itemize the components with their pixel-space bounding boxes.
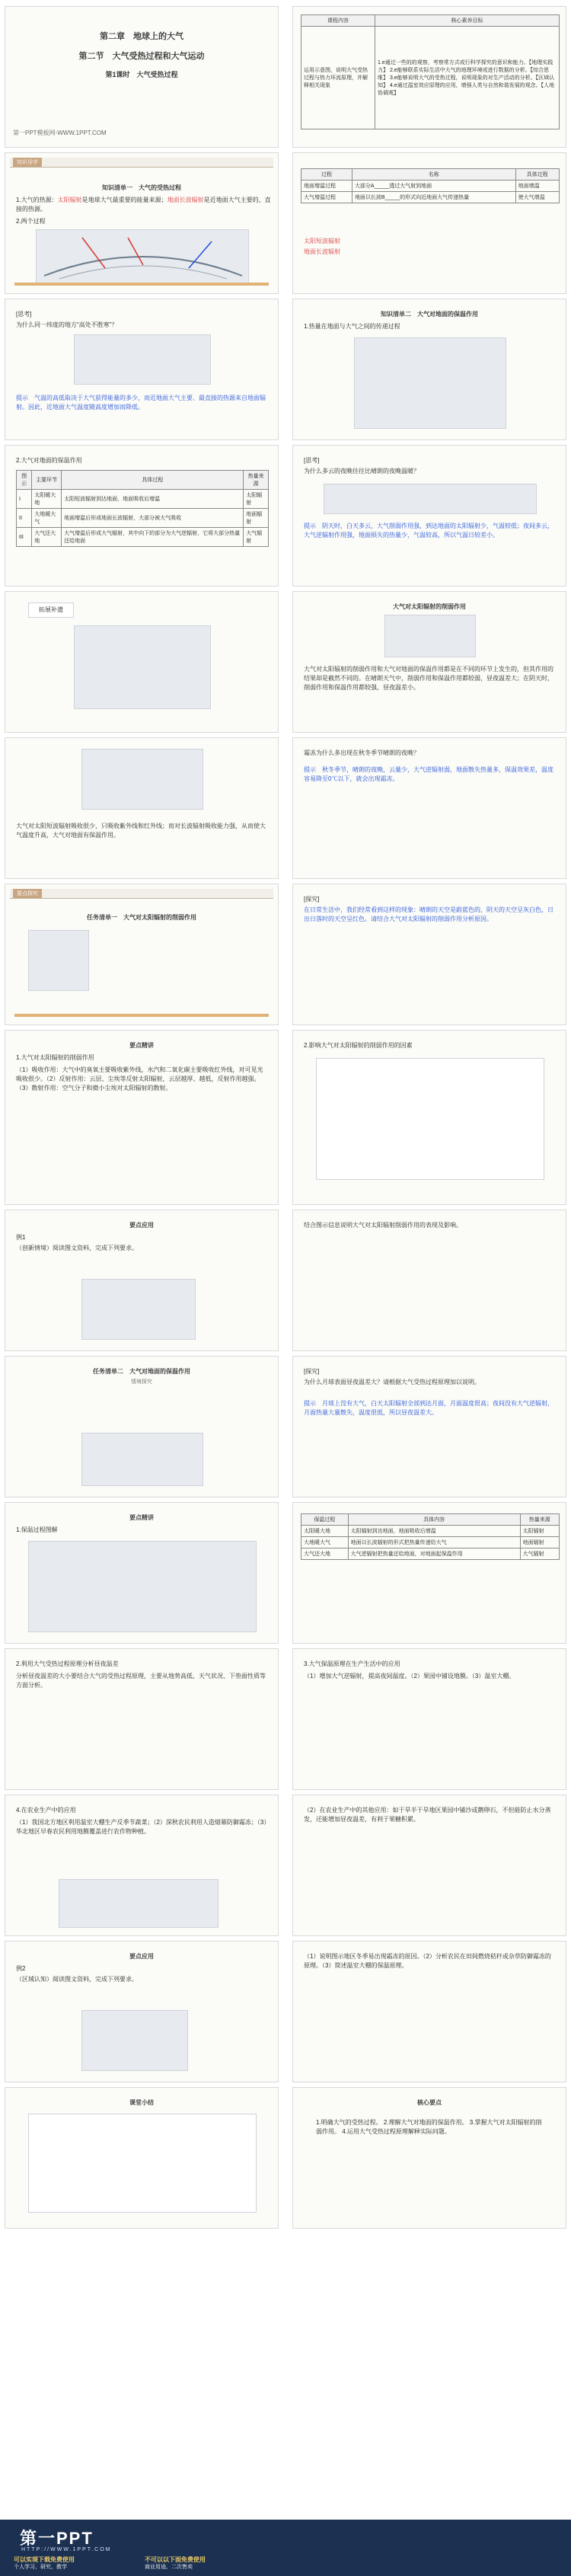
transfer-heading: 知识清单二 大气对地面的保温作用 — [381, 311, 478, 318]
slide-absorb — [5, 737, 279, 879]
task-figure — [28, 930, 89, 991]
table-row: III 大气还大地 大气增温后形成大气辐射，其中向下的部分为大气逆辐射，它将大部分热量还给地面 大气辐射 — [17, 528, 269, 547]
slide-extension — [5, 591, 279, 733]
slide-process-table — [292, 152, 566, 294]
slide-weaken-answer — [292, 1210, 566, 1351]
core-heading: 核心要点 — [417, 2099, 442, 2106]
slide-title — [5, 6, 279, 148]
table-row: 运用示意图，说明大气受热过程与热力环流原理，并解释相关现象 1.e通过一些的的观察，考察常方式或行科学探究的意识和能力。【地理实践力】 2.e能够联系实际生活中大气的地理环境或进行数据的分析。【综合思维】 3.e能够说明大气的受热过程，说明现象的对生产活动的分析。【区域认知】 4.e通过温室效应原理的应用，增强人类与自然和谐发展的观念。【人地协调观】 — [301, 27, 560, 129]
extension-figure — [74, 625, 211, 709]
footer-col-deny: 不可以以下面免费使用 商业用途、二次售卖 — [145, 2556, 206, 2570]
slide-heat-transfer — [292, 299, 566, 440]
slide-agri-2 — [292, 1795, 566, 1936]
agri-figure — [59, 1879, 219, 1928]
agri-item: 4.在农业生产中的应用 — [16, 1807, 76, 1814]
radiation-title: 大气对太阳辐射的削弱作用 — [393, 603, 466, 610]
factors-diagram — [316, 1058, 544, 1180]
keep-warm-item: 1.保温过程图解 — [16, 1526, 58, 1533]
warming-table — [16, 470, 269, 547]
slide-topbar — [10, 158, 273, 168]
section-tag: 知识导学 — [13, 158, 42, 167]
task2-heading: 任务清单二 大气对地面的保温作用 — [93, 1368, 190, 1375]
radiation-body: 大气对太阳辐射的削弱作用和大气对地面的保温作用都是在不同的环节上发生的，但其作用的结果却是截然不同的。在晴朗天气中，削弱作用和保温作用都较弱，昼夜温差大；在阴天时，削弱作用和保温作用都较强，昼夜温差小。 — [304, 666, 553, 691]
slide-goals — [292, 6, 566, 148]
absorb-text: 大气对太阳短波辐射吸收很少，只吸收紫外线和红外线；而对长波辐射吸收能力强，从而使大气温度升高，大气对地面有保温作用。 — [16, 823, 266, 839]
transfer-item: 1.热量在地面与大气之间的传递过程 — [304, 323, 400, 330]
section-title: 第二节 大气受热过程和大气运动 — [78, 52, 205, 61]
slide-bottombar — [14, 283, 269, 286]
section-tag: 要点探究 — [13, 889, 42, 898]
weaken-item: 1.大气对太阳辐射的削弱作用 — [16, 1054, 94, 1061]
table-header-row: 过程 名称 具体过程 — [301, 169, 560, 181]
slide-example-2 — [5, 1941, 279, 2082]
think-label: [思考] — [304, 457, 320, 464]
slide-topbar — [10, 889, 273, 899]
slide-factors — [292, 1030, 566, 1205]
table-row: 大气还大地 大气逆辐射把热量还给地面，对地面起保温作用 大气辐射 — [301, 1548, 560, 1560]
weaken-body: （1）吸收作用：大气中的臭氧主要吸收紫外线，水汽和二氧化碳主要吸收红外线，对可见光吸收很少。（2）反射作用：云层、尘埃等反射太阳辐射，云层越厚、越低，反射作用越强。（3）散射作用：空气分子和微小尘埃对太阳辐射的散射。 — [16, 1066, 263, 1091]
explore-body: 在日常生活中，我们经常看到这样的现象：晴朗的天空是蔚蓝色的，阴天的天空呈灰白色，日出日落时的天空呈红色。请结合大气对太阳辐射的削弱作用分析原因。 — [304, 906, 553, 922]
slide-keep-warm — [5, 1502, 279, 1644]
goals-table — [301, 14, 560, 129]
chapter-title: 第二章 地球上的大气 — [100, 32, 183, 41]
slide-diurnal — [5, 1648, 279, 1790]
table-row: I 太阳暖大地 太阳短波辐射到达地面，地面吸收后增温 太阳辐射 — [17, 490, 269, 509]
slide-knowledge-1 — [5, 152, 279, 294]
transfer-diagram — [354, 337, 506, 429]
summary-mindmap — [28, 2114, 257, 2213]
table-header-row: 课程内容 核心素养目标 — [301, 15, 560, 27]
application-body: （1）增加大气逆辐射，提高夜间温度。（2）果园中铺设地膜。（3）温室大棚。 — [304, 1673, 515, 1680]
example-heading: 要点应用 — [129, 1222, 154, 1229]
footer-banner — [0, 2520, 571, 2576]
extension-tag: 拓展补遗 — [28, 602, 74, 618]
slide-moon — [292, 1356, 566, 1497]
heat-source-text: 1.大气的热源：太阳辐射是地球大气最重要的能量来源；地面长波辐射是近地面大气主要的、直接的热源。 — [16, 197, 271, 213]
process-table — [301, 168, 560, 203]
example-body: （创新情境）阅读图文资料，完成下列要求。 — [16, 1245, 138, 1251]
atmosphere-diagram — [36, 229, 249, 284]
mountain-photo — [74, 334, 211, 385]
keep-warm-diagram — [28, 1541, 257, 1632]
slide-agri — [5, 1795, 279, 1936]
cloudy-chart — [324, 484, 537, 514]
fill-a: 太阳短波辐射 — [304, 238, 340, 244]
slide-task-1 — [5, 884, 279, 1025]
frost-question: 霜冻为什么多出现在秋冬季节晴朗的夜晚？ — [304, 749, 419, 756]
car-figure — [81, 1279, 196, 1340]
lesson-title: 第1课时 大气受热过程 — [105, 71, 178, 78]
knowledge-heading: 知识清单一 大气的受热过程 — [102, 184, 181, 191]
absorb-figure — [81, 749, 203, 810]
slide-keep-warm-table — [292, 1502, 566, 1644]
moon-question: 为什么月球表面昼夜温差大？请根据大气受热过程原理加以说明。 — [304, 1379, 480, 1385]
slide-task-2 — [5, 1356, 279, 1497]
core-body: 1.明确大气的受热过程。 2.理解大气对地面的保温作用。 3.掌握大气对太阳辐射的削弱作用。 4.运用大气受热过程原理解释实际问题。 — [316, 2119, 542, 2135]
weaken-heading: 要点精讲 — [129, 1042, 154, 1049]
slide-bottombar — [14, 1014, 269, 1017]
think-hint: 提示 阴天时，白天多云，大气削弱作用强，到达地面的太阳辐射少，气温较低；夜间多云，大气逆辐射作用强，地面损失的热量少，气温较高，所以气温日较差小。 — [304, 523, 553, 539]
slide-warming-table — [5, 445, 279, 586]
table-row: 大气增温过程 地面以长波B_____的形式向近地面大气传递热量 使大气增温 — [301, 192, 560, 203]
keep-warm-heading: 要点精讲 — [129, 1514, 154, 1521]
moon-figure — [81, 1433, 203, 1486]
weaken-answer-text: 结合图示信息说明大气对太阳辐射削弱作用的表现及影响。 — [304, 1222, 462, 1229]
example2-body: （区域认知）阅读图文资料，完成下列要求。 — [16, 1976, 138, 1983]
table-row: II 大地暖大气 地面增温后形成地面长波辐射，大部分被大气吸收 地面辐射 — [17, 509, 269, 528]
example2-figure — [81, 2010, 188, 2071]
example-label: 例1 — [16, 1234, 26, 1241]
footer-logo: 第一PPT — [20, 2529, 94, 2548]
example2-heading: 要点应用 — [129, 1953, 154, 1960]
table-header-row: 保温过程 具体内容 热量来源 — [301, 1514, 560, 1526]
slide-think-2 — [292, 445, 566, 586]
warming-item: 2.大气对地面的保温作用 — [16, 457, 82, 464]
radiation-figure — [384, 615, 476, 657]
keep-warm-table — [301, 1513, 560, 1560]
footer-url: HTTP://WWW.1PPT.COM — [21, 2547, 112, 2552]
example2-label: 例2 — [16, 1965, 26, 1972]
task-heading: 任务清单一 大气对太阳辐射的削弱作用 — [87, 914, 196, 921]
agri2-body: （2）在农业生产中的其他应用：如干旱半干旱地区果园中铺沙或鹅卵石，不但能防止水分蒸发，还能增加昼夜温差，有利于果糖积累。 — [304, 1807, 551, 1823]
frost-hint: 提示 秋冬季节，晴朗的夜晚，云量少，大气逆辐射弱，地面散失热量多，保温效果差，温度容易降至0℃以下，就会出现霜冻。 — [304, 766, 553, 782]
slide-frost — [292, 737, 566, 879]
two-process-label: 2.两个过程 — [16, 218, 46, 225]
slide-weaken — [5, 1030, 279, 1205]
table-row: 太阳暖大地 太阳辐射到达地面，地面吸收后增温 太阳辐射 — [301, 1526, 560, 1537]
slide-example-1 — [5, 1210, 279, 1351]
source-text: 第一PPT模板网-WWW.1PPT.COM — [13, 129, 107, 136]
table-row: 大地暖大气 地面以长波辐射的形式把热量传递给大气 地面辐射 — [301, 1537, 560, 1548]
task2-sub: 情境探究 — [131, 1379, 152, 1385]
agri-body: （1）我国北方地区利用温室大棚生产反季节蔬菜；（2）深秋农民利用人造烟幕防御霜冻；（3）华北地区早春农民利用地膜覆盖进行农作物种植。 — [16, 1819, 267, 1835]
think-question: 为什么多云的夜晚往往比晴朗的夜晚温暖？ — [304, 468, 419, 475]
slide-example2-answer — [292, 1941, 566, 2082]
table-header-row: 图示 主要环节 具体过程 热量来源 — [17, 471, 269, 490]
diurnal-item: 2.利用大气受热过程原理分析昼夜温差 — [16, 1660, 119, 1667]
think-hint: 提示 气温的高低取决于大气获得能量的多少，而近地面大气主要、最直接的热源来自地面辐射。因此，近地面大气温度随高度增加而降低。 — [16, 395, 266, 411]
example2-answer: （1）说明图示地区冬季易出现霜冻的原因。（2）分析农民在田间燃烧秸秆或杂草防御霜冻的原理。（3）简述温室大棚的保温原理。 — [304, 1953, 551, 1969]
summary-heading: 课堂小结 — [129, 2099, 154, 2106]
explore-label: [探究] — [304, 896, 320, 903]
think-question: 为什么同一纬度的地方“高处不胜寒”？ — [16, 321, 118, 328]
moon-label: [探究] — [304, 1368, 320, 1375]
diurnal-body: 分析昼夜温差的大小要结合大气的受热过程原理，主要从地势高低、天气状况、下垫面性质等方面分析。 — [16, 1673, 266, 1689]
moon-hint: 提示 月球上没有大气，白天太阳辐射全部到达月面，月面温度很高；夜间没有大气逆辐射，月面热量大量散失，温度很低，所以昼夜温差大。 — [304, 1400, 553, 1416]
fill-b: 地面长波辐射 — [304, 248, 340, 255]
slide-radiation — [292, 591, 566, 733]
slide-explore-sky — [292, 884, 566, 1025]
slide-core — [292, 2087, 566, 2229]
slide-think-1 — [5, 299, 279, 440]
footer-col-allow: 可以实现下载免费使用 个人学习、研究、教学 — [14, 2556, 75, 2570]
slide-summary — [5, 2087, 279, 2229]
application-item: 3.大气保温原理在生产生活中的应用 — [304, 1660, 400, 1667]
slide-application — [292, 1648, 566, 1790]
factors-item: 2.影响大气对太阳辐射的削弱作用的因素 — [304, 1042, 413, 1049]
table-row: 地面增温过程 大部分A_____透过大气射到地面 地面增温 — [301, 181, 560, 192]
think-label: [思考] — [16, 311, 32, 318]
